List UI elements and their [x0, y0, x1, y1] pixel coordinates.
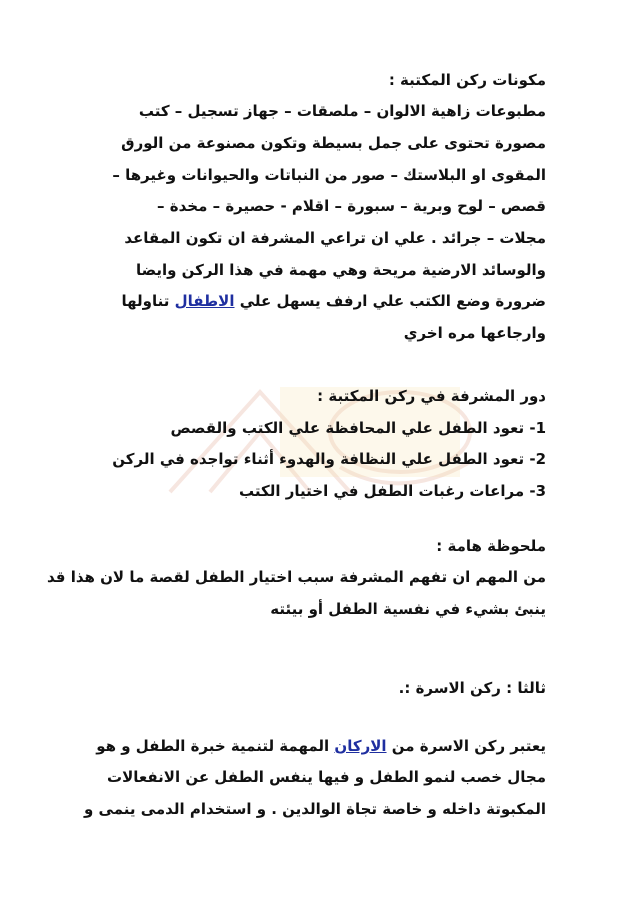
section2-item-2: 2- تعود الطفل علي النظافة والهدوء أثناء تواجده في الركن — [112, 450, 546, 468]
section4-heading: ثالثا : ركن الاسرة :. — [398, 679, 546, 697]
section1-line-8: وارجاعها مره اخري — [403, 324, 546, 342]
section1-line-1: مطبوعات زاهية الالوان – ملصقات – جهاز تسجيل – كتب — [138, 102, 546, 120]
section2-item-3: 3- مراعات رغبات الطفل في اختيار الكتب — [239, 482, 546, 500]
line7-text-after: تناولها — [121, 292, 175, 310]
section3-line-2: ينبئ بشيء في نفسية الطفل أو بيئته — [270, 600, 546, 618]
section4-line1-after: المهمة لتنمية خبرة الطفل و هو — [96, 737, 335, 755]
children-link[interactable]: الاطفال — [174, 292, 235, 310]
corners-link[interactable]: الاركان — [334, 737, 387, 755]
line7-text-before: ضرورة وضع الكتب علي ارفف يسهل علي — [234, 292, 546, 310]
section4-line-3: المكبوتة داخله و خاصة تجاة الوالدين . و استخدام الدمى ينمى و — [83, 800, 546, 818]
section1-line-3: المقوى او البلاستك – صور من النباتات والحيوانات وغيرها – — [112, 166, 546, 184]
section1-line-5: مجلات – جرائد . علي ان تراعي المشرفة ان تكون المقاعد — [124, 229, 546, 247]
section4-line-2: مجال خصب لنمو الطفل و فيها ينفس الطفل عن الانفعالات — [107, 768, 546, 786]
section2-heading: دور المشرفة في ركن المكتبة : — [317, 387, 546, 405]
section1-line-7 — [122, 291, 547, 311]
section3-heading: ملحوظة هامة : — [436, 537, 546, 555]
section1-heading: مكونات ركن المكتبة : — [388, 71, 546, 89]
section1-line-2: مصورة تحتوى على جمل بسيطة وتكون مصنوعة من الورق — [121, 134, 546, 152]
section1-line-4: قصص – لوح وبرية – سبورة – اقلام - حصيرة – مخدة – — [157, 197, 546, 215]
section2-item-1: 1- تعود الطفل علي المحافظة علي الكتب والقصص — [170, 419, 546, 437]
section1-line-6: والوسائد الارضية مريحة وهي مهمة في هذا الركن وايضا — [135, 261, 546, 279]
section4-line-1 — [96, 736, 546, 756]
section3-line-1: من المهم ان تفهم المشرفة سبب اختيار الطفل لقصة ما لان هذا قد — [46, 568, 546, 586]
section4-line1-before: يعتبر ركن الاسرة من — [386, 737, 546, 755]
